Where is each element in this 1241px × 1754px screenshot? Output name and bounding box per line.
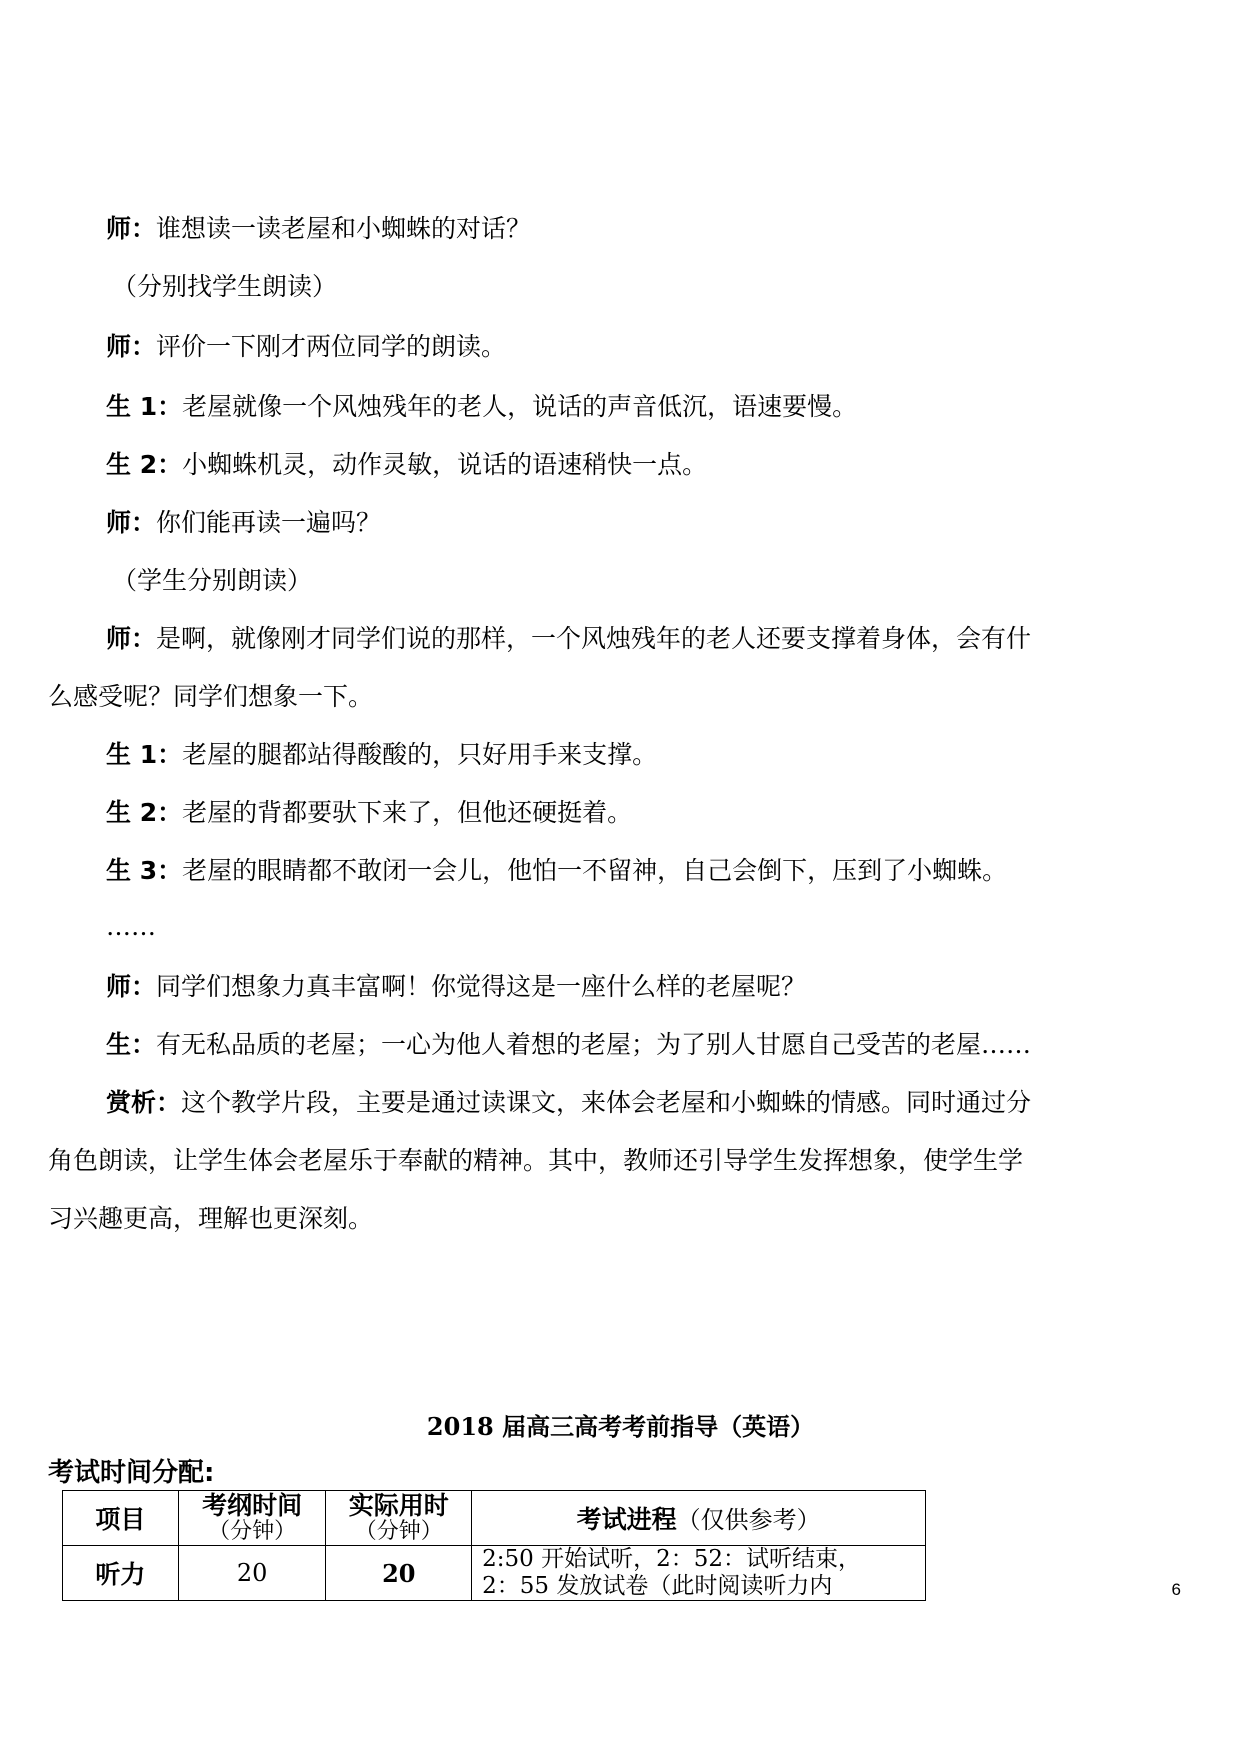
speaker-label: 生 1： <box>106 392 183 421</box>
cell-progress <box>472 1546 926 1601</box>
speaker-label: 生 1： <box>106 740 183 769</box>
stage-direction: （分别找学生朗读） <box>112 272 338 301</box>
speaker-label: 生 3： <box>106 856 183 885</box>
cell-planned: 20 <box>178 1546 326 1601</box>
speaker-label: 师： <box>106 332 157 361</box>
dialogue-text: 你们能再读一遍吗？ <box>156 508 382 537</box>
dialogue-text: 老屋的背都要驮下来了，但他还硬挺着。 <box>182 798 633 827</box>
stage-direction: （学生分别朗读） <box>112 566 313 595</box>
dialogue-line <box>48 448 1193 482</box>
speaker-label: 师： <box>106 508 157 537</box>
dialogue-text: 有无私品质的老屋；一心为他人着想的老屋；为了别人甘愿自己受苦的老屋…… <box>156 1030 1032 1059</box>
speaker-label: 师： <box>106 214 157 243</box>
dialogue-line <box>48 390 1193 424</box>
header-actual: 实际用时 （分钟） <box>326 1491 472 1546</box>
dialogue-line <box>48 680 1193 714</box>
speaker-label: 生： <box>106 1030 157 1059</box>
header-planned: 考纲时间 （分钟） <box>178 1491 326 1546</box>
dialogue-text: 角色朗读，让学生体会老屋乐于奉献的精神。其中，教师还引导学生发挥想象，使学生学 <box>48 1146 1024 1175</box>
dialogue-line <box>48 910 1193 944</box>
speaker-label: 生 2： <box>106 450 183 479</box>
dialogue-line <box>48 854 1193 888</box>
cell-item: 听力 <box>63 1546 179 1601</box>
speaker-label: 师： <box>106 624 157 653</box>
dialogue-line <box>48 796 1193 830</box>
dialogue-text: 这个教学片段，主要是通过读课文，来体会老屋和小蜘蛛的情感。同时通过分 <box>181 1088 1032 1117</box>
dialogue-text: 是啊，就像刚才同学们说的那样，一个风烛残年的老人还要支撑着身体，会有什 <box>156 624 1032 653</box>
dialogue-line <box>48 1086 1193 1120</box>
dialogue-text: 老屋的眼睛都不敢闭一会儿，他怕一不留神，自己会倒下，压到了小蜘蛛。 <box>182 856 1008 885</box>
dialogue-text: 习兴趣更高，理解也更深刻。 <box>48 1204 374 1233</box>
dialogue-text: 评价一下刚才两位同学的朗读。 <box>156 332 507 361</box>
exam-schedule-table <box>62 1490 926 1601</box>
dialogue-text: 老屋的腿都站得酸酸的，只好用手来支撑。 <box>182 740 658 769</box>
progress-line: 2:50 开始试听，2：52：试听结束， <box>482 1546 862 1572</box>
dialogue-text: 谁想读一读老屋和小蜘蛛的对话？ <box>156 214 532 243</box>
dialogue-line <box>48 506 1193 540</box>
dialogue-line <box>48 270 1193 304</box>
dialogue-line <box>48 212 1193 246</box>
dialogue-text: 小蜘蛛机灵，动作灵敏，说话的语速稍快一点。 <box>182 450 708 479</box>
dialogue-line <box>48 622 1193 656</box>
exam-title: 2018 届高三高考考前指导（英语） <box>426 1412 815 1441</box>
table-header-row <box>63 1491 926 1546</box>
progress-line: 2：55 发放试卷（此时阅读听力内 <box>482 1573 833 1599</box>
dialogue-line <box>48 738 1193 772</box>
speaker-label: 师： <box>106 972 157 1001</box>
cell-actual: 20 <box>326 1546 472 1601</box>
header-progress: 考试进程（仅供参考） <box>472 1491 926 1546</box>
dialogue-line <box>48 970 1193 1004</box>
dialogue-line <box>48 1144 1193 1178</box>
dialogue-line <box>48 1202 1193 1236</box>
speaker-label: 生 2： <box>106 798 183 827</box>
dialogue-line <box>48 564 1193 598</box>
table-row <box>63 1546 926 1601</box>
dialogue-text: 老屋就像一个风烛残年的老人，说话的声音低沉，语速要慢。 <box>182 392 858 421</box>
page-number: 6 <box>1171 1580 1181 1599</box>
dialogue-text: 同学们想象力真丰富啊！你觉得这是一座什么样的老屋呢？ <box>156 972 807 1001</box>
speaker-label: 赏析： <box>106 1088 182 1117</box>
dialogue-line <box>48 330 1193 364</box>
ellipsis: …… <box>106 912 156 941</box>
header-item: 项目 <box>63 1491 179 1546</box>
dialogue-line <box>48 1028 1193 1062</box>
section-label: 考试时间分配: <box>48 1458 215 1488</box>
dialogue-text: 么感受呢？同学们想象一下。 <box>48 682 374 711</box>
